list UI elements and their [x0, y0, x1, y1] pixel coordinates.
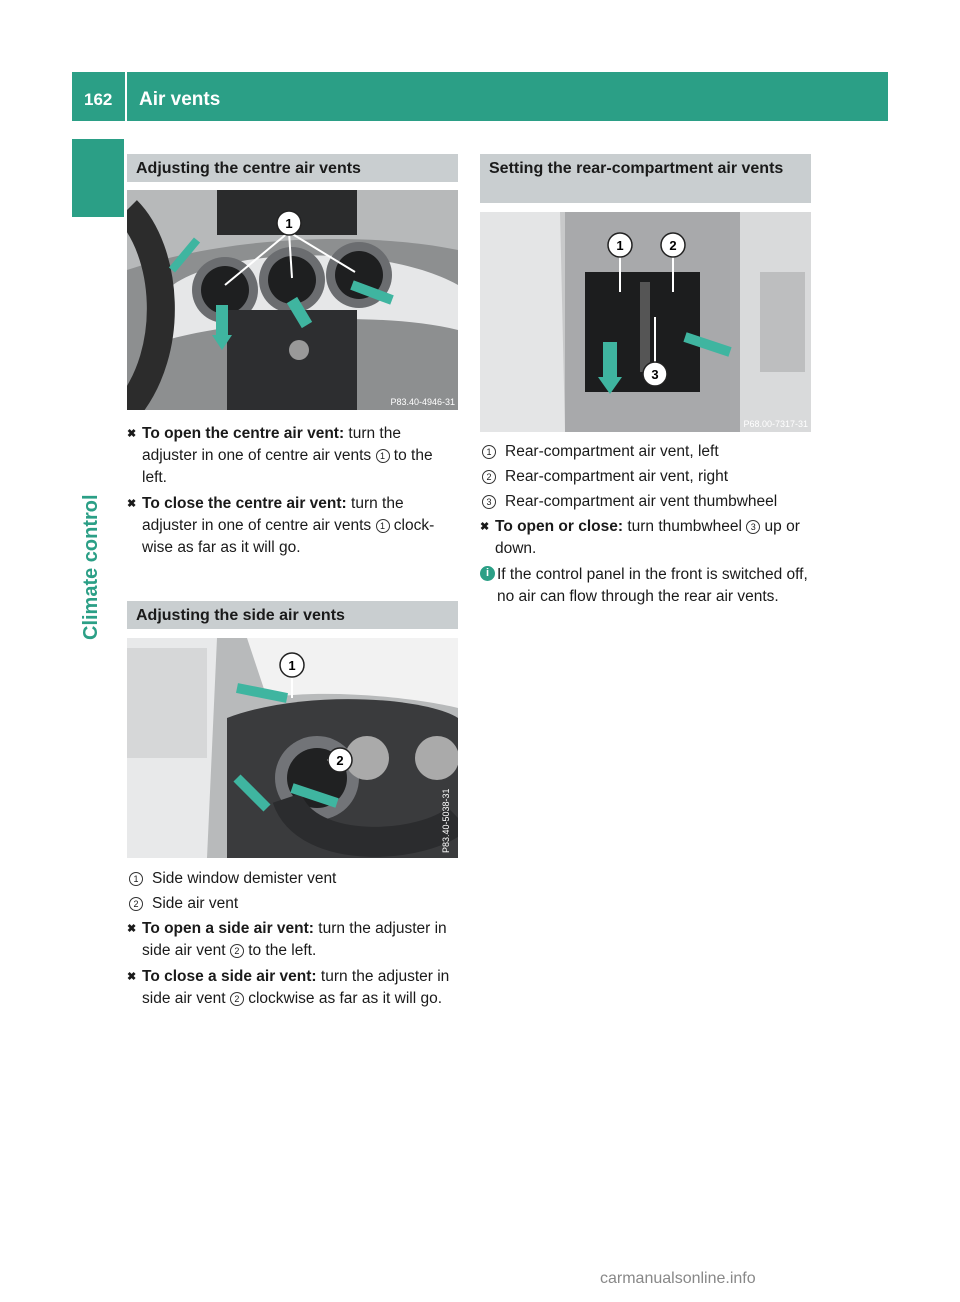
- side-legend-and-instructions: [127, 868, 460, 1014]
- rear-vents-photo: [480, 212, 811, 432]
- reference-callout: 2: [230, 992, 244, 1006]
- instruction-step: ✖ To open or close: turn thumbwheel 3 up or down.: [480, 518, 800, 557]
- centre-vents-photo: [127, 190, 458, 410]
- photo-callout: 1: [616, 238, 624, 253]
- page-header: [72, 72, 888, 121]
- legend-item: 1 Side window demister vent: [127, 868, 460, 890]
- image-code: P83.40-5038-31: [441, 788, 451, 853]
- legend-item: 2 Side air vent: [127, 893, 460, 915]
- image-code: P68.00-7317-31: [743, 419, 808, 429]
- photo-callout: 2: [336, 753, 344, 768]
- photo-callout: 1: [288, 658, 296, 673]
- legend-item: 3 Rear-compartment air vent thumbwheel: [480, 491, 813, 513]
- photo-callout: 1: [285, 216, 293, 231]
- reference-callout: 1: [376, 519, 390, 533]
- instruction-step: ✖ To close a side air vent: turn the adjuster in side air vent 2 clockwise as far as it will go.: [127, 968, 450, 1007]
- page-title: Air vents: [139, 89, 221, 110]
- reference-callout: 3: [746, 520, 760, 534]
- info-icon: i: [480, 566, 495, 581]
- footer-watermark: carmanualsonline.info: [600, 1270, 756, 1287]
- info-note: i If the control panel in the front is switched off, no air can flow through the rear air vents.: [480, 564, 813, 608]
- chapter-label: Climate control: [80, 494, 102, 640]
- legend-item: 1 Rear-compartment air vent, left: [480, 441, 813, 463]
- centre-instructions: [127, 423, 460, 563]
- side-vents-photo: [127, 638, 458, 858]
- reference-callout: 2: [230, 944, 244, 958]
- section-heading-centre-vents: Adjusting the centre air vents: [127, 154, 458, 182]
- instruction-step: ✖ To close the centre air vent: turn the adjuster in one of centre air vents 1 clockwise as far as it will go.: [127, 495, 435, 556]
- legend-item: 2 Rear-compartment air vent, right: [480, 466, 813, 488]
- reference-callout: 1: [376, 449, 390, 463]
- instruction-step: ✖ To open a side air vent: turn the adjuster in side air vent 2 to the left.: [127, 920, 447, 959]
- chapter-tab: [72, 139, 124, 217]
- section-heading-side-vents: Adjusting the side air vents: [127, 601, 458, 629]
- rear-legend-and-instructions: [480, 441, 813, 612]
- header-divider: [125, 72, 127, 121]
- image-code: P83.40-4946-31: [390, 397, 455, 407]
- photo-callout: 3: [651, 367, 659, 382]
- photo-callout: 2: [669, 238, 677, 253]
- section-heading-rear-vents: Setting the rear-compartment air vents: [480, 154, 811, 203]
- page-number: 162: [84, 90, 113, 109]
- instruction-step: ✖ To open the centre air vent: turn the adjuster in one of centre air vents 1 to the left.: [127, 425, 433, 486]
